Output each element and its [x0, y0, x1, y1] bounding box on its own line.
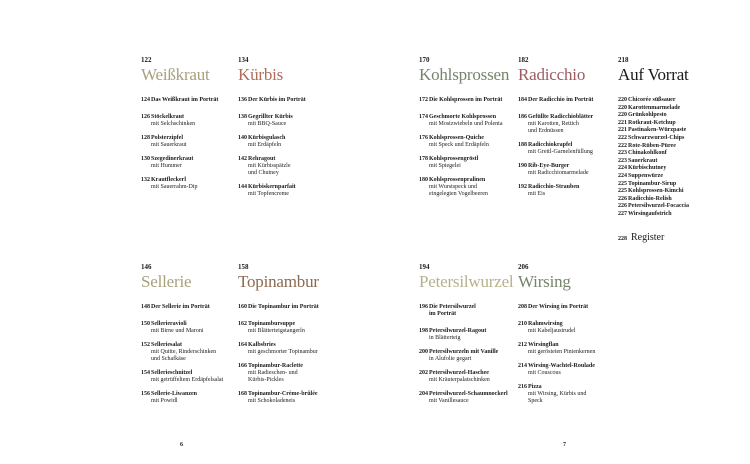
toc-entry — [618, 143, 689, 151]
entry-page: 226 — [618, 195, 627, 202]
entry-subtitle: Kürbis-Pickles — [248, 377, 284, 383]
entry-title: Kürbiskernparfait — [248, 184, 296, 190]
section-kohlsprossen — [419, 56, 509, 198]
entry-page: 222 — [618, 134, 627, 141]
entry-title: Gefüllte Radicchioblätter — [528, 114, 594, 120]
toc-entry — [618, 173, 689, 181]
entry-page: 208 — [518, 304, 527, 310]
entry-title: Sellerie-Liwanzen — [151, 391, 197, 397]
entry-text — [628, 150, 667, 158]
toc-entry — [141, 177, 218, 191]
entry-subtitle: mit Blätterteigstangerln — [248, 328, 305, 334]
toc-entry — [419, 349, 513, 363]
entry-subtitle: Speck — [528, 398, 543, 404]
entry-text — [628, 188, 684, 196]
entry-page: 176 — [419, 135, 428, 141]
entry-title: Sauerkraut — [628, 157, 658, 164]
entry-subtitle: und Chutney — [248, 170, 279, 176]
entry-page: 124 — [141, 97, 150, 103]
section-auf-vorrat — [618, 56, 689, 243]
entry-text — [151, 321, 204, 335]
entry-text — [151, 97, 218, 104]
entry-page: 190 — [518, 163, 527, 169]
section-start-page: 206 — [518, 263, 529, 271]
toc-entry — [419, 177, 509, 198]
entry-subtitle: mit Selchschinken — [151, 121, 196, 127]
entry-subtitle: mit Powidl — [151, 398, 178, 404]
entry-text — [429, 328, 486, 342]
entry-title: Sellerieravioli — [151, 321, 187, 327]
toc-entry — [141, 342, 223, 363]
entry-text — [248, 114, 293, 128]
toc-entry — [618, 211, 689, 219]
entry-title: Grünkohlpesto — [628, 112, 667, 119]
entry-title: Gegrillter Kürbis — [248, 114, 293, 120]
entry-text — [151, 114, 195, 128]
toc-entry — [518, 114, 593, 135]
entry-page: 220 — [618, 97, 627, 103]
section-start-page: 134 — [238, 56, 249, 64]
section-title: Topinambur — [238, 272, 319, 291]
toc-entry — [518, 142, 593, 156]
entry-subtitle: in Blätterteig — [429, 335, 461, 341]
section-kuerbis — [238, 56, 306, 198]
entry-text — [429, 156, 478, 170]
entry-title: Petersilwurzel-Ragout — [429, 328, 487, 334]
entry-text — [528, 321, 576, 335]
entry-page: 168 — [238, 391, 247, 397]
toc-entry — [618, 112, 689, 120]
entry-title: Polsterzipfel — [151, 135, 183, 141]
entry-page: 132 — [141, 177, 150, 183]
entry-page: 220 — [618, 112, 627, 119]
toc-entry — [419, 328, 513, 342]
entry-page: 214 — [518, 363, 527, 369]
entry-text — [628, 120, 676, 128]
toc-entry — [238, 97, 306, 104]
entry-title: Kürbisgulasch — [248, 135, 286, 141]
entry-subtitle: mit Schokoladeneis — [248, 398, 296, 404]
entry-subtitle: mit Couscous — [528, 370, 561, 376]
entry-page: 200 — [419, 349, 428, 355]
toc-entry — [141, 156, 218, 170]
entry-page: 156 — [141, 391, 150, 397]
entry-subtitle: mit Radicchiomarmelade — [528, 170, 589, 176]
toc-entry — [518, 163, 593, 177]
section-title: Radicchio — [518, 65, 586, 84]
entry-subtitle: mit Wirsing, Kürbis und — [528, 391, 587, 397]
toc-entry — [419, 391, 513, 405]
entry-title: Selleriesalat — [151, 342, 182, 348]
entry-page: 226 — [618, 203, 627, 210]
entry-subtitle: mit getrüffeltem Erdäpfelsalat — [151, 377, 224, 383]
entry-title: Topinambursuppe — [248, 321, 296, 327]
section-start-page: 182 — [518, 56, 529, 64]
entry-page: 136 — [238, 97, 247, 103]
toc-entry — [238, 135, 306, 149]
entry-title: Kürbischutney — [628, 165, 667, 172]
entry-text — [429, 177, 488, 198]
entry-page: 225 — [618, 180, 627, 187]
toc-entry — [419, 156, 509, 170]
toc-entry — [618, 105, 689, 113]
entry-text — [151, 135, 187, 149]
entry-title: Topinambur-Sirup — [628, 180, 677, 187]
entry-title: Rib-Eye-Burger — [528, 163, 570, 169]
entry-title: Wirsingaufstrich — [628, 210, 672, 217]
section-start-page: 170 — [419, 56, 430, 64]
entry-text — [248, 135, 285, 149]
section-petersilwurzel — [419, 263, 513, 405]
toc-entry — [618, 188, 689, 196]
entry-subtitle: mit Eis — [528, 191, 546, 197]
entry-subtitle: mit Hummer — [151, 163, 182, 169]
section-weisskraut — [141, 56, 218, 191]
entry-text — [151, 304, 210, 311]
entry-subtitle: mit gerösteten Pinienkernen — [528, 349, 596, 355]
section-title: Sellerie — [141, 272, 192, 291]
entry-text — [628, 112, 667, 120]
entry-title: Pastinaken-Würzpaste — [628, 127, 687, 134]
entry-page: 178 — [419, 156, 428, 162]
section-title: Wirsing — [518, 272, 571, 291]
entry-page: 223 — [618, 157, 627, 164]
entry-text — [528, 184, 579, 198]
entry-page: 160 — [238, 304, 247, 310]
entry-text — [248, 391, 318, 405]
toc-entry — [618, 181, 689, 189]
entry-title: Petersilwurzel-Schaumnockerl — [429, 391, 508, 397]
entry-title: Sellerieschnitzel — [151, 370, 193, 376]
entry-text — [528, 384, 586, 405]
entry-subtitle: mit Sauerrahm-Dip — [151, 184, 198, 190]
toc-entry — [618, 135, 689, 143]
toc-entry — [141, 391, 223, 405]
entry-subtitle: mit geschmorter Topinambur — [248, 349, 318, 355]
entry-subtitle: mit Kürbisspätzle — [248, 163, 291, 169]
entry-text — [528, 114, 593, 135]
entry-subtitle: und Schafkäse — [151, 356, 186, 362]
entry-title: Die Kohlsprossen im Porträt — [429, 97, 503, 103]
entry-subtitle: mit BBQ-Sauce — [248, 121, 287, 127]
entry-subtitle: eingelegten Vogelbeeren — [429, 191, 488, 197]
entry-title: Wirsingflan — [528, 342, 559, 348]
toc-entry — [419, 135, 509, 149]
toc-entry — [238, 156, 306, 177]
entry-text — [248, 97, 306, 104]
entry-page: 216 — [518, 384, 527, 390]
entry-text — [528, 163, 588, 177]
entry-subtitle: mit Radieschen- und — [248, 370, 298, 376]
toc-entry — [518, 363, 595, 377]
entry-subtitle: und Erdnüssen — [528, 128, 564, 134]
entry-title: Geschmorte Kohlsprossen — [429, 114, 497, 120]
entry-page: 186 — [518, 114, 527, 120]
entry-title: Die Topinambur im Porträt — [248, 304, 319, 310]
entry-page: 221 — [618, 127, 627, 134]
entry-subtitle: mit Vanillesauce — [429, 398, 469, 404]
folio-left: 6 — [180, 442, 183, 448]
entry-subtitle: mit Erdäpfeln — [248, 142, 282, 148]
entry-text — [628, 211, 672, 219]
entry-title: Petersilwurzel-Haschee — [429, 370, 489, 376]
entry-text — [248, 184, 296, 198]
section-start-page: 194 — [419, 263, 430, 271]
entry-page: 221 — [618, 119, 627, 126]
entry-title: Krautfleckerl — [151, 177, 186, 183]
entry-subtitle: mit Kräuterpalatschinken — [429, 377, 490, 383]
entry-text — [248, 363, 303, 384]
entry-title: Pizza — [528, 384, 542, 390]
entry-text — [151, 156, 193, 170]
entry-page: 225 — [618, 188, 627, 195]
entry-subtitle: mit Quitte, Rinderschinken — [151, 349, 217, 355]
entry-subtitle: mit Speck und Erdäpfeln — [429, 142, 489, 148]
entry-page: 198 — [419, 328, 428, 334]
toc-entry — [238, 114, 306, 128]
section-radicchio — [518, 56, 593, 198]
entry-page: 204 — [419, 391, 428, 397]
entry-text — [628, 143, 676, 151]
entry-title: Suppenwürze — [628, 172, 664, 179]
entry-text — [151, 342, 216, 363]
section-topinambur — [238, 263, 319, 405]
entry-text — [628, 127, 686, 135]
folio-right: 7 — [563, 442, 566, 448]
entry-page: 126 — [141, 114, 150, 120]
entry-text — [429, 135, 489, 149]
toc-entry — [618, 196, 689, 204]
register-entry — [618, 232, 689, 243]
section-title: Kohlsprossen — [419, 65, 510, 84]
entry-subtitle: mit Karotten, Rettich — [528, 121, 579, 127]
toc-entry — [618, 127, 689, 135]
entry-page: 174 — [419, 114, 428, 120]
entry-subtitle: mit Birne und Maroni — [151, 328, 204, 334]
toc-entry — [141, 114, 218, 128]
entry-subtitle: mit Grettl-Garnelenfüllung — [528, 149, 593, 155]
toc-entry — [141, 321, 223, 335]
entry-page: 224 — [618, 165, 627, 172]
register-page: 228 — [618, 235, 627, 242]
toc-entry — [518, 304, 595, 311]
toc-entry — [141, 304, 223, 311]
entry-subtitle: in Alufolie gegart — [429, 356, 472, 362]
entry-text — [628, 158, 657, 166]
entry-page: 222 — [618, 142, 627, 149]
toc-entry — [419, 370, 513, 384]
entry-title: Rehragout — [248, 156, 276, 162]
toc-entry — [518, 184, 593, 198]
toc-entry — [618, 120, 689, 128]
entry-text — [528, 304, 588, 311]
toc-entry — [141, 135, 218, 149]
entry-subtitle: mit Wurstspeck und — [429, 184, 477, 190]
entry-title: Chicorée süßsauer — [628, 97, 676, 103]
entry-text — [248, 342, 318, 356]
entry-title: Wirsing-Wachtel-Roulade — [528, 363, 595, 369]
entry-title: Chinakohlkonf — [628, 150, 667, 157]
entry-title-cont: im Porträt — [429, 311, 457, 317]
entry-page: 130 — [141, 156, 150, 162]
toc-entry — [238, 342, 319, 356]
toc-entry — [141, 97, 218, 104]
entry-title: Der Kürbis im Porträt — [248, 97, 306, 103]
entry-title: Rote-Rüben-Püree — [628, 142, 676, 149]
entry-text — [429, 114, 503, 128]
entry-title: Stöckelkraut — [151, 114, 184, 120]
section-title: Petersilwurzel — [419, 272, 514, 291]
entry-page: 172 — [419, 97, 428, 103]
entry-title: Topinambur-Raclette — [248, 363, 303, 369]
entry-title: Petersilwurzeln mit Vanille — [429, 349, 499, 355]
entry-page: 188 — [518, 142, 527, 148]
toc-entry — [618, 203, 689, 211]
entry-text — [628, 165, 666, 173]
entry-title: Karottenmarmelade — [628, 104, 681, 111]
section-start-page: 146 — [141, 263, 152, 271]
entry-page: 210 — [518, 321, 527, 327]
toc-entry — [518, 97, 593, 104]
entry-text — [528, 363, 595, 377]
section-start-page: 218 — [618, 56, 629, 64]
toc-entry — [518, 342, 595, 356]
entry-page: 223 — [618, 150, 627, 157]
entry-title: Das Weißkraut im Porträt — [151, 97, 219, 103]
section-sellerie — [141, 263, 223, 405]
entry-text — [429, 97, 502, 104]
toc-entry — [238, 184, 306, 198]
entry-title: Kohlsprossengröstl — [429, 156, 479, 162]
entry-page: 162 — [238, 321, 247, 327]
entry-text — [628, 97, 676, 105]
entry-title: Rotkraut-Ketchup — [628, 119, 676, 126]
entry-text — [429, 391, 508, 405]
entry-title: Petersilwurzel-Focaccia — [628, 203, 689, 210]
section-title: Kürbis — [238, 65, 284, 84]
entry-page: 224 — [618, 172, 627, 179]
entry-subtitle: mit Topfencreme — [248, 191, 289, 197]
entry-text — [429, 304, 476, 318]
entry-text — [628, 196, 672, 204]
toc-entry — [238, 304, 319, 311]
entry-title: Der Radicchio im Porträt — [528, 97, 594, 103]
entry-text — [628, 181, 676, 189]
entry-text — [528, 142, 593, 156]
entry-page: 140 — [238, 135, 247, 141]
entry-text — [628, 135, 684, 143]
entry-page: 150 — [141, 321, 150, 327]
toc-entry — [618, 158, 689, 166]
entry-title: Kohlsprossen-Quiche — [429, 135, 484, 141]
toc-entry — [141, 370, 223, 384]
entry-page: 138 — [238, 114, 247, 120]
entry-subtitle: mit Sauerkraut — [151, 142, 187, 148]
entry-text — [628, 105, 680, 113]
toc-entry — [419, 114, 509, 128]
entry-page: 212 — [518, 342, 527, 348]
entry-title: Kohlsprossen-Kimchi — [628, 188, 684, 195]
entry-page: 227 — [618, 210, 627, 217]
section-start-page: 122 — [141, 56, 152, 64]
section-title: Weißkraut — [141, 65, 210, 84]
entry-text — [628, 173, 663, 181]
entry-title: Kohlsprossenpralinen — [429, 177, 486, 183]
entry-text — [429, 370, 490, 384]
entry-text — [151, 391, 197, 405]
entry-page: 184 — [518, 97, 527, 103]
entry-page: 202 — [419, 370, 428, 376]
toc-entry — [238, 363, 319, 384]
entry-text — [528, 97, 593, 104]
entry-page: 192 — [518, 184, 527, 190]
toc-entry — [618, 97, 689, 105]
entry-title: Der Sellerie im Porträt — [151, 304, 210, 310]
entry-page: 220 — [618, 104, 627, 111]
entry-page: 128 — [141, 135, 150, 141]
entry-title: Topinambur-Crème-brûlée — [248, 391, 318, 397]
entry-text — [151, 370, 223, 384]
entry-text — [248, 321, 305, 335]
entry-title: Schwarzwurzel-Chips — [628, 134, 685, 141]
entry-subtitle: mit Mostzwiebeln und Polenta — [429, 121, 503, 127]
section-start-page: 158 — [238, 263, 249, 271]
toc-entry — [419, 97, 509, 104]
section-title: Auf Vorrat — [618, 65, 689, 84]
entry-title: Der Wirsing im Porträt — [528, 304, 589, 310]
entry-text — [528, 342, 595, 356]
entry-page: 144 — [238, 184, 247, 190]
register-label: Register — [631, 231, 665, 243]
toc-entry — [518, 321, 595, 335]
entry-title: Rahmwirsing — [528, 321, 563, 327]
entry-page: 152 — [141, 342, 150, 348]
entry-subtitle: mit Spiegelei — [429, 163, 461, 169]
toc-entry — [238, 321, 319, 335]
entry-page: 142 — [238, 156, 247, 162]
toc-entry — [419, 304, 513, 318]
entry-title: Szegedinerkraut — [151, 156, 194, 162]
entry-text — [248, 304, 319, 311]
section-wirsing — [518, 263, 595, 405]
entry-text — [628, 203, 689, 211]
toc-entry — [518, 384, 595, 405]
entry-text — [248, 156, 291, 177]
entry-title: Radicchiokrapfel — [528, 142, 573, 148]
entry-page: 148 — [141, 304, 150, 310]
entry-subtitle: mit Kabeljaustrudel — [528, 328, 576, 334]
entry-text — [151, 177, 198, 191]
entry-page: 164 — [238, 342, 247, 348]
entry-title: Die Petersilwurzel — [429, 304, 476, 310]
entry-title: Radicchio-Strauben — [528, 184, 580, 190]
toc-entry — [618, 165, 689, 173]
entry-title: Radicchio-Relish — [628, 195, 672, 202]
entry-page: 180 — [419, 177, 428, 183]
toc-entry — [238, 391, 319, 405]
entry-page: 166 — [238, 363, 247, 369]
entry-page: 154 — [141, 370, 150, 376]
entry-text — [429, 349, 498, 363]
toc-entry — [618, 150, 689, 158]
entry-title: Kalbsbries — [248, 342, 276, 348]
entry-page: 196 — [419, 304, 428, 310]
